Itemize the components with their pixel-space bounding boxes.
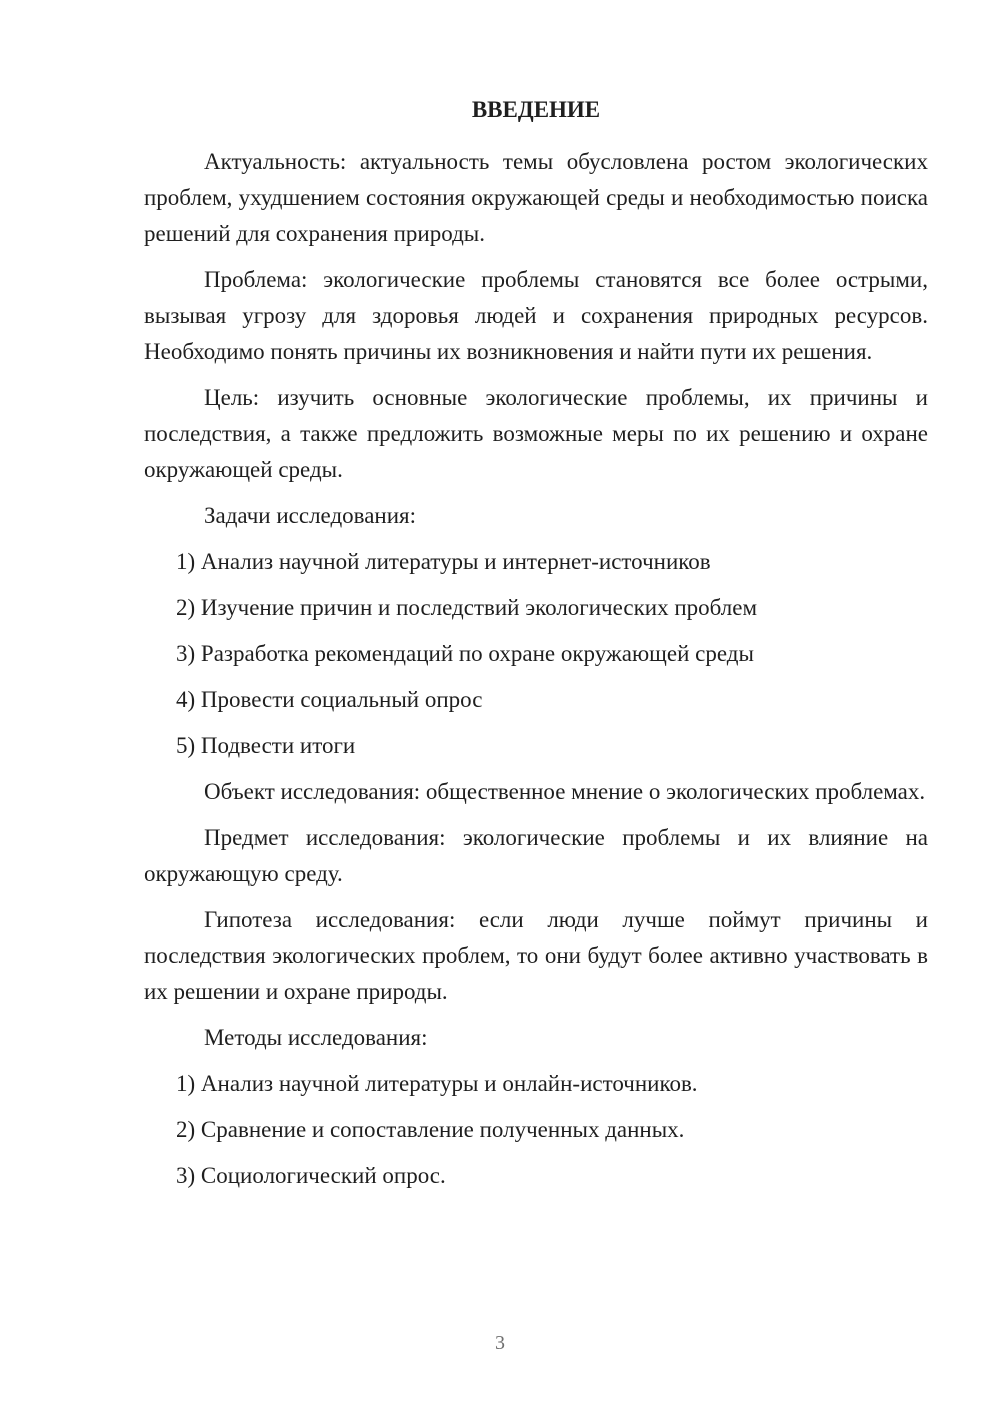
subject-paragraph: Предмет исследования: экологические проблемы и их влияние на окружающую среду. [144,825,928,886]
tasks-heading: Задачи исследования: [204,503,417,528]
methods-list [144,1066,928,1194]
problem-paragraph: Проблема: экологические проблемы становятся все более острыми, вызывая угрозу для здоровья людей и сохранения природных ресурсов. Необходимо понять причины их возникновения и найти пути их решения. [144,267,928,364]
task-item: 2) Изучение причин и последствий экологических проблем [176,595,758,620]
object-paragraph: Объект исследования: общественное мнение о экологических проблемах. [204,779,926,804]
task-item: 3) Разработка рекомендаций по охране окружающей среды [176,641,754,666]
task-item: 1) Анализ научной литературы и интернет-источников [176,549,711,574]
method-item: 2) Сравнение и сопоставление полученных данных. [176,1117,685,1142]
section-title: ВВЕДЕНИЕ [471,97,601,122]
method-item: 1) Анализ научной литературы и онлайн-источников. [176,1071,698,1096]
document-page [144,92,928,1204]
page-number: 3 [495,1332,505,1354]
relevance-paragraph: Актуальность: актуальность темы обусловлена ростом экологических проблем, ухудшением состояния окружающей среды и необходимостью поиска решений для сохранения природы. [144,149,928,246]
goal-paragraph: Цель: изучить основные экологические проблемы, их причины и последствия, а также предложить возможные меры по их решению и охране окружающей среды. [144,385,928,482]
methods-heading: Методы исследования: [204,1025,428,1050]
hypothesis-paragraph: Гипотеза исследования: если люди лучше поймут причины и последствия экологических проблем, то они будут более активно участвовать в их решении и охране природы. [144,907,928,1004]
task-item: 5) Подвести итоги [176,733,356,758]
method-item: 3) Социологический опрос. [176,1163,446,1188]
tasks-list [144,544,928,764]
task-item: 4) Провести социальный опрос [176,687,483,712]
